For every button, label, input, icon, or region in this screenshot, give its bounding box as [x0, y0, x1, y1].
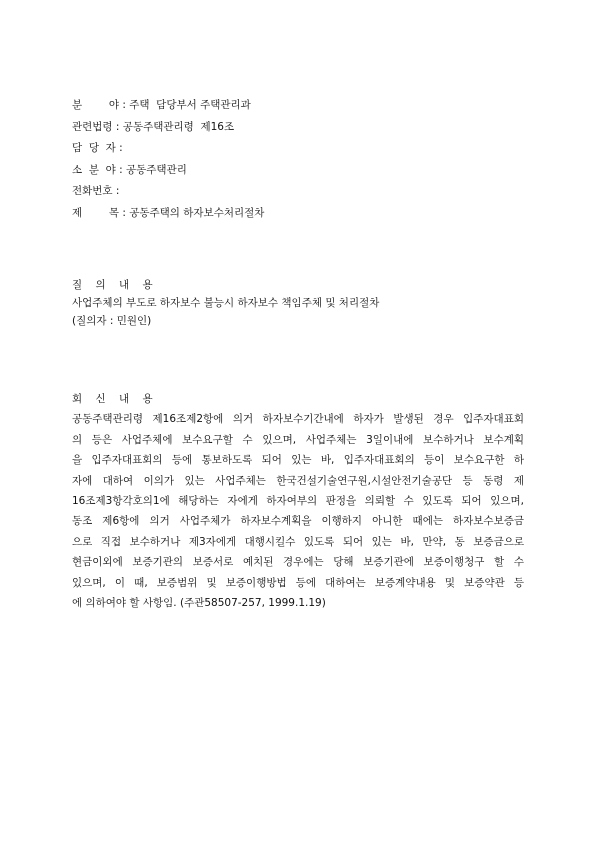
meta-row-law: 관련법령 : 공동주택관리령 제16조	[72, 120, 235, 133]
meta-row-phone: 전화번호 :	[72, 185, 123, 198]
meta-label: 전화번호	[72, 185, 113, 198]
reply-line: 있으며, 이 때, 보증범위 및 보증이행방법 등에 대하여는 보증계약내용 및 보증약관 등	[72, 576, 525, 589]
meta-row-subject: 제 목 : 공동주택의 하자보수처리절차	[72, 206, 265, 219]
meta-label: 분 야	[72, 99, 119, 111]
meta-value: 공동주택의 하자보수처리절차	[129, 206, 265, 219]
reply-line: 현금이외에 보증기관의 보증서로 예치된 경우에는 당해 보증기관에 보증이행청구 할 수	[72, 556, 524, 569]
reply-line: 의 등은 사업주체에 보수요구할 수 있으며, 사업주체는 3일이내에 보수하거나 보수계획	[72, 433, 524, 446]
reply-line: 에 의하여야 할 사항임. (주관58507-257, 1999.1.19)	[72, 597, 326, 610]
query-title: 질 의 내 용	[72, 279, 153, 291]
reply-line: 자에 대하여 이의가 있는 사업주체는 한국건설기술연구원,시설안전기술공단 등 동령 제	[72, 474, 524, 487]
reply-section	[72, 389, 524, 613]
meta-row-field: 분 야 : 주택 담당부서 주택관리과	[72, 99, 251, 111]
meta-label: 소 분 야	[72, 163, 116, 176]
meta-row-officer: 담 당 자 :	[72, 142, 126, 155]
meta-label: 관련법령	[72, 120, 113, 133]
reply-line: 으로 직접 보수하거나 제3자에게 대행시킬수 있도록 되어 있는 바, 만약, 동 보증금으로	[72, 535, 524, 548]
query-line: (질의자 : 민원인)	[72, 315, 152, 327]
reply-line: 동조 제6항에 의거 사업주체가 하자보수계획을 이행하지 아니한 때에는 하자보수보증금	[72, 515, 524, 528]
meta-label: 담 당 자	[72, 142, 116, 155]
query-section	[72, 276, 379, 330]
meta-value: 공동주택관리	[126, 163, 187, 176]
meta-value: 주택 담당부서 주택관리과	[129, 99, 251, 111]
reply-line: 16조제3항각호의1에 해당하는 자에게 하자여부의 판정을 의뢰할 수 있도록 되어 있으며,	[72, 495, 524, 508]
meta-label: 제 목	[72, 206, 119, 219]
meta-row-subfield: 소 분 야 : 공동주택관리	[72, 163, 187, 176]
metadata-block	[72, 95, 264, 225]
meta-value: 공동주택관리령 제16조	[122, 120, 235, 133]
reply-line: 을 입주자대표회의 등에 통보하도록 되어 있는 바, 입주자대표회의 등이 보수요구한 하	[72, 454, 524, 467]
reply-title: 회 신 내 용	[72, 393, 153, 405]
query-line: 사업주체의 부도로 하자보수 불능시 하자보수 책임주체 및 처리절차	[72, 297, 380, 309]
reply-line: 공동주택관리령 제16조제2항에 의거 하자보수기간내에 하자가 발생된 경우 입주자대표회	[72, 413, 524, 426]
